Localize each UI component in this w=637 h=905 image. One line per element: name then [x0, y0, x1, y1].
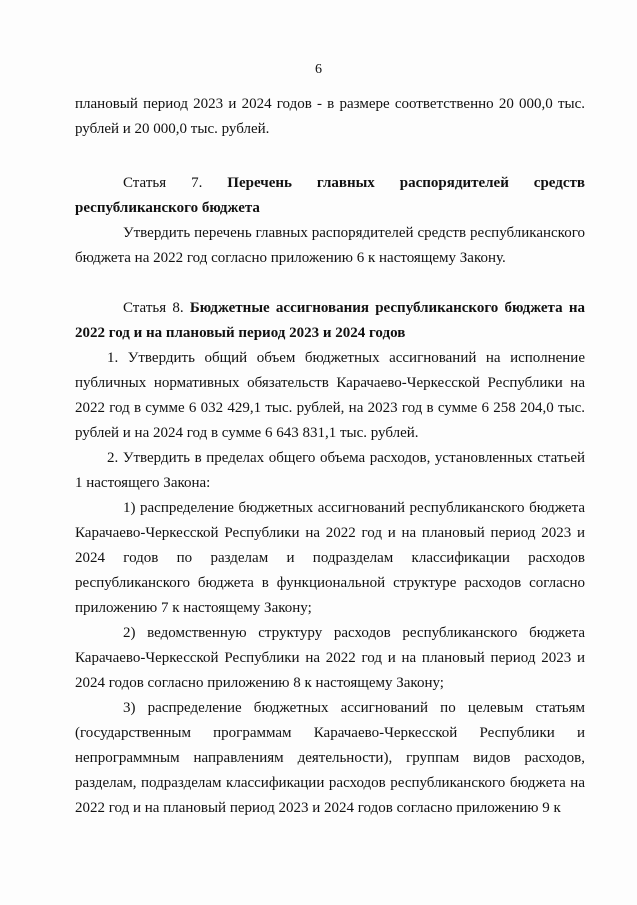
paragraph-intro: плановый период 2023 и 2024 годов - в размере соответственно 20 000,0 тыс. рублей и 20 000,0 тыс. рублей.: [75, 96, 585, 137]
article-8-heading: [75, 296, 585, 346]
article-8-subitem-1: 1) распределение бюджетных ассигнований республиканского бюджета Карачаево-Черкесской Республики на 2022 год и на плановый период 2023 и 2024 годов по разделам и подразделам классификации расходов республиканского бюджета в функциональной структуре расходов согласно приложению 7 к настоящему Закону;: [75, 500, 585, 616]
article-8-prefix: Статья 8.: [123, 300, 190, 316]
article-8-subitem-3: 3) распределение бюджетных ассигнований по целевым статьям (государственным программам Карачаево-Черкесской Республики и непрограммным направлениям деятельности), группам видов расходов, разделам, подразделам классификации расходов республиканского бюджета на 2022 год и на плановый период 2023 и 2024 годов согласно приложению 9 к: [75, 700, 585, 816]
article-7-title-word: Перечень: [227, 175, 292, 191]
article-8-paragraph-2: 2. Утвердить в пределах общего объема расходов, установленных статьей 1 настоящего Закона:: [75, 450, 585, 491]
article-7-heading: [75, 171, 585, 196]
document-body: [75, 92, 585, 821]
article-8-subitem-2: 2) ведомственную структуру расходов республиканского бюджета Карачаево-Черкесской Республики на 2022 год и на плановый период 2023 и 2024 годов согласно приложению 8 к настоящему Закону;: [75, 625, 585, 691]
page-number: 6: [315, 62, 322, 77]
article-7-title-word: средств: [533, 175, 585, 191]
article-7-number: 7.: [191, 175, 203, 191]
article-8-paragraph-1: 1. Утвердить общий объем бюджетных ассигнований на исполнение публичных нормативных обязательств Карачаево-Черкесской Республики на 2022 год в сумме 6 032 429,1 тыс. рублей, на 2023 год в сумме 6 258 204,0 тыс. рублей и на 2024 год в сумме 6 643 831,1 тыс. рублей.: [75, 350, 585, 441]
article-7-title-cont: республиканского бюджета: [75, 200, 260, 216]
article-7-word: Статья: [123, 175, 167, 191]
article-7-title-word: распорядителей: [399, 175, 509, 191]
article-7-paragraph: Утвердить перечень главных распорядителей средств республиканского бюджета на 2022 год согласно приложению 6 к настоящему Закону.: [75, 225, 585, 266]
article-8-title: Бюджетные ассигнования республиканского бюджета на 2022 год и на плановый период 2023 и 2024 годов: [75, 300, 585, 341]
article-7-title-word: главных: [316, 175, 375, 191]
